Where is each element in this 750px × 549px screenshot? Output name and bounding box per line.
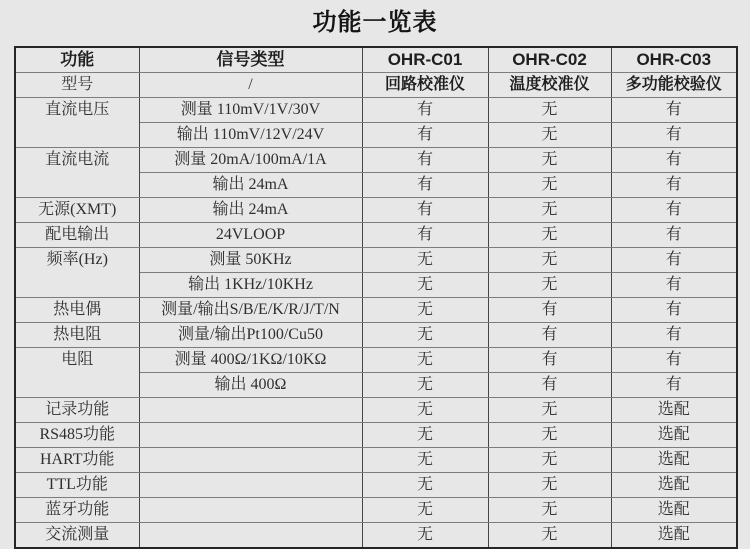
- table-row: [15, 523, 737, 549]
- availability-cell: 有: [611, 348, 737, 373]
- table-row: [15, 198, 737, 223]
- availability-cell: 无: [488, 123, 611, 148]
- availability-cell: 有: [488, 348, 611, 373]
- availability-cell: 有: [488, 373, 611, 398]
- availability-cell: 无: [362, 523, 488, 549]
- table-row: [15, 448, 737, 473]
- table-row: [15, 498, 737, 523]
- availability-cell: 无: [488, 473, 611, 498]
- function-cell: 直流电流: [15, 148, 139, 198]
- function-cell: RS485功能: [15, 423, 139, 448]
- availability-cell: 无: [488, 423, 611, 448]
- availability-cell: 无: [488, 273, 611, 298]
- function-cell: 热电偶: [15, 298, 139, 323]
- model-description-cell: 回路校准仪: [362, 73, 488, 98]
- function-cell: 直流电压: [15, 98, 139, 148]
- function-cell: TTL功能: [15, 473, 139, 498]
- function-overview-table: [14, 46, 738, 549]
- signal-type-cell: [139, 523, 362, 549]
- availability-cell: 选配: [611, 398, 737, 423]
- availability-cell: 无: [362, 398, 488, 423]
- availability-cell: 选配: [611, 498, 737, 523]
- table-row: [15, 248, 737, 273]
- availability-cell: 无: [362, 323, 488, 348]
- function-cell: HART功能: [15, 448, 139, 473]
- header-function: 功能: [15, 47, 139, 73]
- availability-cell: 无: [488, 148, 611, 173]
- function-cell: 交流测量: [15, 523, 139, 549]
- availability-cell: 无: [488, 248, 611, 273]
- function-cell: 配电输出: [15, 223, 139, 248]
- signal-type-cell: 测量 400Ω/1KΩ/10KΩ: [139, 348, 362, 373]
- signal-type-cell: 24VLOOP: [139, 223, 362, 248]
- signal-type-cell: [139, 473, 362, 498]
- availability-cell: 选配: [611, 423, 737, 448]
- availability-cell: 无: [362, 298, 488, 323]
- availability-cell: 无: [488, 398, 611, 423]
- model-description-cell: 多功能校验仪: [611, 73, 737, 98]
- availability-cell: 无: [362, 473, 488, 498]
- availability-cell: 无: [362, 373, 488, 398]
- availability-cell: 有: [362, 123, 488, 148]
- header-model-c01: OHR-C01: [362, 47, 488, 73]
- signal-type-cell: /: [139, 73, 362, 98]
- header-model-c03: OHR-C03: [611, 47, 737, 73]
- signal-type-cell: 输出 400Ω: [139, 373, 362, 398]
- function-cell: 记录功能: [15, 398, 139, 423]
- availability-cell: 无: [362, 498, 488, 523]
- availability-cell: 无: [488, 198, 611, 223]
- model-description-cell: 温度校准仪: [488, 73, 611, 98]
- availability-cell: 有: [611, 223, 737, 248]
- table-row: [15, 148, 737, 173]
- availability-cell: 有: [362, 98, 488, 123]
- availability-cell: 有: [362, 148, 488, 173]
- signal-type-cell: [139, 398, 362, 423]
- availability-cell: 选配: [611, 448, 737, 473]
- function-cell: 频率(Hz): [15, 248, 139, 298]
- availability-cell: 有: [362, 198, 488, 223]
- function-cell: 蓝牙功能: [15, 498, 139, 523]
- table-body: [15, 73, 737, 549]
- availability-cell: 选配: [611, 523, 737, 549]
- function-cell: 型号: [15, 73, 139, 98]
- availability-cell: 无: [488, 523, 611, 549]
- availability-cell: 有: [611, 148, 737, 173]
- availability-cell: 无: [362, 423, 488, 448]
- table-header-row: [15, 47, 737, 73]
- signal-type-cell: 输出 24mA: [139, 173, 362, 198]
- availability-cell: 有: [611, 373, 737, 398]
- table-row: [15, 98, 737, 123]
- table-row: [15, 473, 737, 498]
- availability-cell: 无: [488, 498, 611, 523]
- function-cell: 热电阻: [15, 323, 139, 348]
- header-model-c02: OHR-C02: [488, 47, 611, 73]
- table-row: [15, 223, 737, 248]
- availability-cell: 有: [611, 173, 737, 198]
- function-cell: 无源(XMT): [15, 198, 139, 223]
- availability-cell: 有: [611, 98, 737, 123]
- availability-cell: 有: [362, 173, 488, 198]
- table-row: [15, 348, 737, 373]
- availability-cell: 无: [362, 348, 488, 373]
- availability-cell: 有: [488, 323, 611, 348]
- availability-cell: 无: [488, 98, 611, 123]
- page-title: 功能一览表: [312, 9, 438, 36]
- table-row: [15, 73, 737, 98]
- table-row: [15, 398, 737, 423]
- signal-type-cell: 测量 110mV/1V/30V: [139, 98, 362, 123]
- availability-cell: 有: [611, 248, 737, 273]
- availability-cell: 有: [611, 123, 737, 148]
- signal-type-cell: 测量 50KHz: [139, 248, 362, 273]
- availability-cell: 无: [488, 448, 611, 473]
- availability-cell: 有: [362, 223, 488, 248]
- signal-type-cell: 测量 20mA/100mA/1A: [139, 148, 362, 173]
- availability-cell: 无: [488, 223, 611, 248]
- availability-cell: 无: [362, 248, 488, 273]
- table-row: [15, 323, 737, 348]
- table-row: [15, 298, 737, 323]
- signal-type-cell: [139, 498, 362, 523]
- signal-type-cell: [139, 448, 362, 473]
- availability-cell: 有: [611, 273, 737, 298]
- signal-type-cell: 输出 1KHz/10KHz: [139, 273, 362, 298]
- signal-type-cell: 输出 24mA: [139, 198, 362, 223]
- function-cell: 电阻: [15, 348, 139, 398]
- availability-cell: 无: [362, 273, 488, 298]
- availability-cell: 无: [488, 173, 611, 198]
- availability-cell: 无: [362, 448, 488, 473]
- availability-cell: 有: [611, 198, 737, 223]
- signal-type-cell: 输出 110mV/12V/24V: [139, 123, 362, 148]
- availability-cell: 有: [488, 298, 611, 323]
- availability-cell: 选配: [611, 473, 737, 498]
- signal-type-cell: [139, 423, 362, 448]
- table-row: [15, 423, 737, 448]
- signal-type-cell: 测量/输出S/B/E/K/R/J/T/N: [139, 298, 362, 323]
- availability-cell: 有: [611, 323, 737, 348]
- availability-cell: 有: [611, 298, 737, 323]
- signal-type-cell: 测量/输出Pt100/Cu50: [139, 323, 362, 348]
- header-signal-type: 信号类型: [139, 47, 362, 73]
